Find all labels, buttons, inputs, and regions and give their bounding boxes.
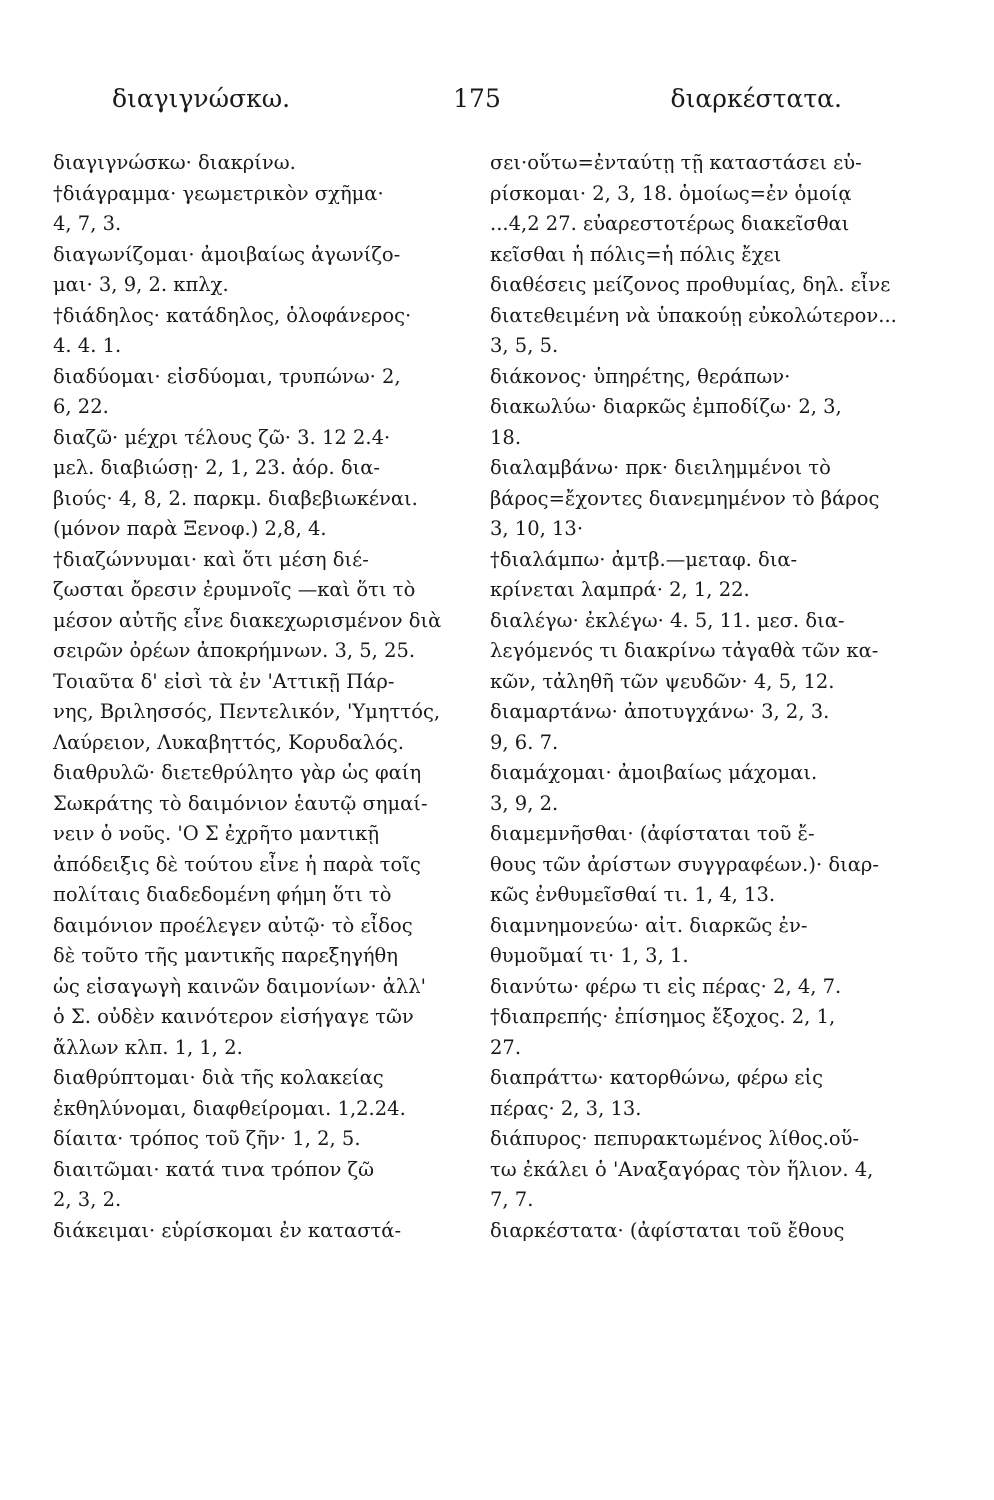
dictionary-line: διακωλύω· διαρκῶς ἐμποδίζω· 2, 3, (490, 395, 842, 418)
dictionary-line: διαθρυλῶ· διετεθρύλητο γὰρ ὡς φαίη (53, 761, 422, 784)
dictionary-line: διαδύομαι· εἰσδύομαι, τρυπώνω· 2, (53, 364, 401, 388)
dictionary-line: κῶς ἐνθυμεῖσθαί τι. 1, 4, 13. (490, 883, 776, 906)
dictionary-line: διάκειμαι· εὑρίσκομαι ἐν καταστά- (53, 1218, 402, 1242)
left-column (53, 148, 465, 1246)
dictionary-line: κῶν, τἀληθῆ τῶν ψευδῶν· 4, 5, 12. (490, 669, 835, 693)
dictionary-line: διαμεμνῆσθαι· (ἀφίσταται τοῦ ἔ- (490, 822, 815, 845)
dictionary-line: διαμάχομαι· ἀμοιβαίως μάχομαι. (490, 761, 818, 784)
running-header (112, 84, 842, 124)
dictionary-line: μελ. διαβιώσῃ· 2, 1, 23. ἀόρ. δια- (53, 456, 381, 479)
dictionary-line: θους τῶν ἀρίστων συγγραφέων.)· διαρ- (490, 852, 879, 876)
dictionary-line: διανύτω· φέρω τι εἰς πέρας· 2, 4, 7. (490, 974, 842, 998)
dictionary-line: δαιμόνιον προέλεγεν αὐτῷ· τὸ εἶδος (53, 913, 413, 937)
dictionary-line: 4. 4. 1. (53, 334, 122, 357)
dictionary-line: Σωκράτης τὸ δαιμόνιον ἑαυτῷ σημαί- (53, 791, 428, 815)
dictionary-line: 18. (490, 425, 522, 449)
dictionary-line: νειν ὁ νοῦς. 'Ο Σ ἐχρῆτο μαντικῇ (53, 822, 380, 845)
dictionary-line: διαθέσεις μείζονος προθυμίας, δηλ. εἶνε (490, 273, 891, 296)
dictionary-line: ...4,2 27. εὐαρεστοτέρως διακεῖσθαι (490, 212, 850, 235)
dictionary-line: διαπράττω· κατορθώνω, φέρω εἰς (490, 1066, 824, 1089)
dictionary-line: Τοιαῦτα δ' εἰσὶ τὰ ἐν 'Αττικῇ Πάρ- (53, 669, 395, 693)
header-last-entry: διαρκέστατα. (670, 84, 842, 113)
dictionary-line: σειρῶν ὀρέων ἀποκρήμνων. 3, 5, 25. (53, 639, 416, 662)
dictionary-line: †διάγραμμα· γεωμετρικὸν σχῆμα· (53, 181, 384, 205)
dictionary-line: θυμοῦμαί τι· 1, 3, 1. (490, 944, 689, 967)
dictionary-line: 6, 22. (53, 395, 109, 418)
dictionary-line: νης, Βριλησσός, Πεντελικόν, 'Υμηττός, (53, 700, 441, 723)
dictionary-line: λεγόμενός τι διακρίνω τἀγαθὰ τῶν κα- (490, 639, 879, 662)
dictionary-line: διαθρύπτομαι· διὰ τῆς κολακείας (53, 1066, 384, 1089)
dictionary-line: 9, 6. 7. (490, 730, 559, 754)
dictionary-line: διαιτῶμαι· κατά τινα τρόπον ζῶ (53, 1157, 375, 1181)
dictionary-line: (μόνον παρὰ Ξενοφ.) 2,8, 4. (53, 517, 327, 540)
dictionary-line: 27. (490, 1035, 522, 1059)
dictionary-line: βιούς· 4, 8, 2. παρκμ. διαβεβιωκέναι. (53, 486, 418, 510)
page-number: 175 (453, 84, 501, 113)
dictionary-line: δίαιτα· τρόπος τοῦ ζῆν· 1, 2, 5. (53, 1127, 361, 1150)
dictionary-line: ζωσται ὄρεσιν ἐρυμνοῖς —καὶ ὅτι τὸ (53, 578, 416, 601)
dictionary-line: διαζῶ· μέχρι τέλους ζῶ· 3. 12 2.4· (53, 425, 391, 449)
dictionary-line: πολίταις διαδεδομένη φήμη ὅτι τὸ (53, 883, 392, 906)
dictionary-line: †διάδηλος· κατάδηλος, ὁλοφάνερος· (53, 303, 412, 327)
dictionary-line: †διαζώννυμαι· καὶ ὅτι μέση διέ- (53, 547, 369, 571)
dictionary-line: σει·οὕτω=ἐνταύτῃ τῇ καταστάσει εὑ- (490, 151, 862, 174)
dictionary-line: ἐκθηλύνομαι, διαφθείρομαι. 1,2.24. (53, 1096, 406, 1120)
dictionary-line: †διαλάμπω· ἀμτβ.—μεταφ. δια- (490, 547, 798, 571)
dictionary-line: δὲ τοῦτο τῆς μαντικῆς παρεξηγήθη (53, 944, 398, 967)
dictionary-line: διαμνημονεύω· αἰτ. διαρκῶς ἐν- (490, 913, 808, 937)
dictionary-line: τω ἐκάλει ὁ 'Αναξαγόρας τὸν ἥλιον. 4, (490, 1157, 874, 1181)
dictionary-line: 3, 5, 5. (490, 334, 559, 357)
dictionary-line: διατεθειμένη νὰ ὑπακούῃ εὐκολώτερον... (490, 303, 897, 327)
dictionary-line: κρίνεται λαμπρά· 2, 1, 22. (490, 578, 750, 601)
dictionary-line: πέρας· 2, 3, 13. (490, 1096, 642, 1120)
dictionary-line: διαγωνίζομαι· ἀμοιβαίως ἀγωνίζο- (53, 242, 401, 266)
dictionary-line: διαρκέστατα· (ἀφίσταται τοῦ ἔθους (490, 1218, 845, 1242)
right-column (490, 148, 910, 1246)
dictionary-line: διαμαρτάνω· ἀποτυγχάνω· 3, 2, 3. (490, 700, 830, 723)
dictionary-line: 3, 9, 2. (490, 791, 559, 815)
dictionary-line: μαι· 3, 9, 2. κπλχ. (53, 273, 229, 296)
dictionary-line: ἀπόδειξις δὲ τούτου εἶνε ἡ παρὰ τοῖς (53, 852, 421, 876)
dictionary-line: μέσον αὐτῆς εἶνε διακεχωρισμένον διὰ (53, 608, 442, 632)
dictionary-line: Λαύρειον, Λυκαβηττός, Κορυδαλός. (53, 730, 404, 754)
dictionary-line: 7, 7. (490, 1188, 534, 1211)
dictionary-line: ὁ Σ. οὐδὲν καινότερον εἰσήγαγε τῶν (53, 1005, 414, 1028)
dictionary-line: διαλέγω· ἐκλέγω· 4. 5, 11. μεσ. δια- (490, 608, 845, 632)
dictionary-line: 2, 3, 2. (53, 1188, 122, 1211)
dictionary-line: διαγιγνώσκω· διακρίνω. (53, 151, 296, 174)
header-first-entry: διαγιγνώσκω. (112, 84, 291, 113)
dictionary-line: κεῖσθαι ἡ πόλις=ἡ πόλις ἔχει (490, 242, 782, 266)
dictionary-line: ρίσκομαι· 2, 3, 18. ὁμοίως=ἐν ὁμοίᾳ (490, 181, 852, 205)
dictionary-line: 3, 10, 13· (490, 517, 584, 540)
dictionary-line: διαλαμβάνω· πρκ· διειλημμένοι τὸ (490, 456, 831, 479)
dictionary-line: διάκονος· ὑπηρέτης, θεράπων· (490, 364, 791, 388)
dictionary-line: 4, 7, 3. (53, 212, 122, 235)
dictionary-line: †διαπρεπής· ἐπίσημος ἔξοχος. 2, 1, (490, 1005, 836, 1028)
dictionary-line: ἄλλων κλπ. 1, 1, 2. (53, 1035, 243, 1059)
dictionary-line: βάρος=ἔχοντες διανεμημένον τὸ βάρος (490, 486, 880, 510)
dictionary-line: διάπυρος· πεπυρακτωμένος λίθος.οὕ- (490, 1127, 860, 1150)
dictionary-line: ὡς εἰσαγωγὴ καινῶν δαιμονίων· ἀλλ' (53, 974, 427, 998)
